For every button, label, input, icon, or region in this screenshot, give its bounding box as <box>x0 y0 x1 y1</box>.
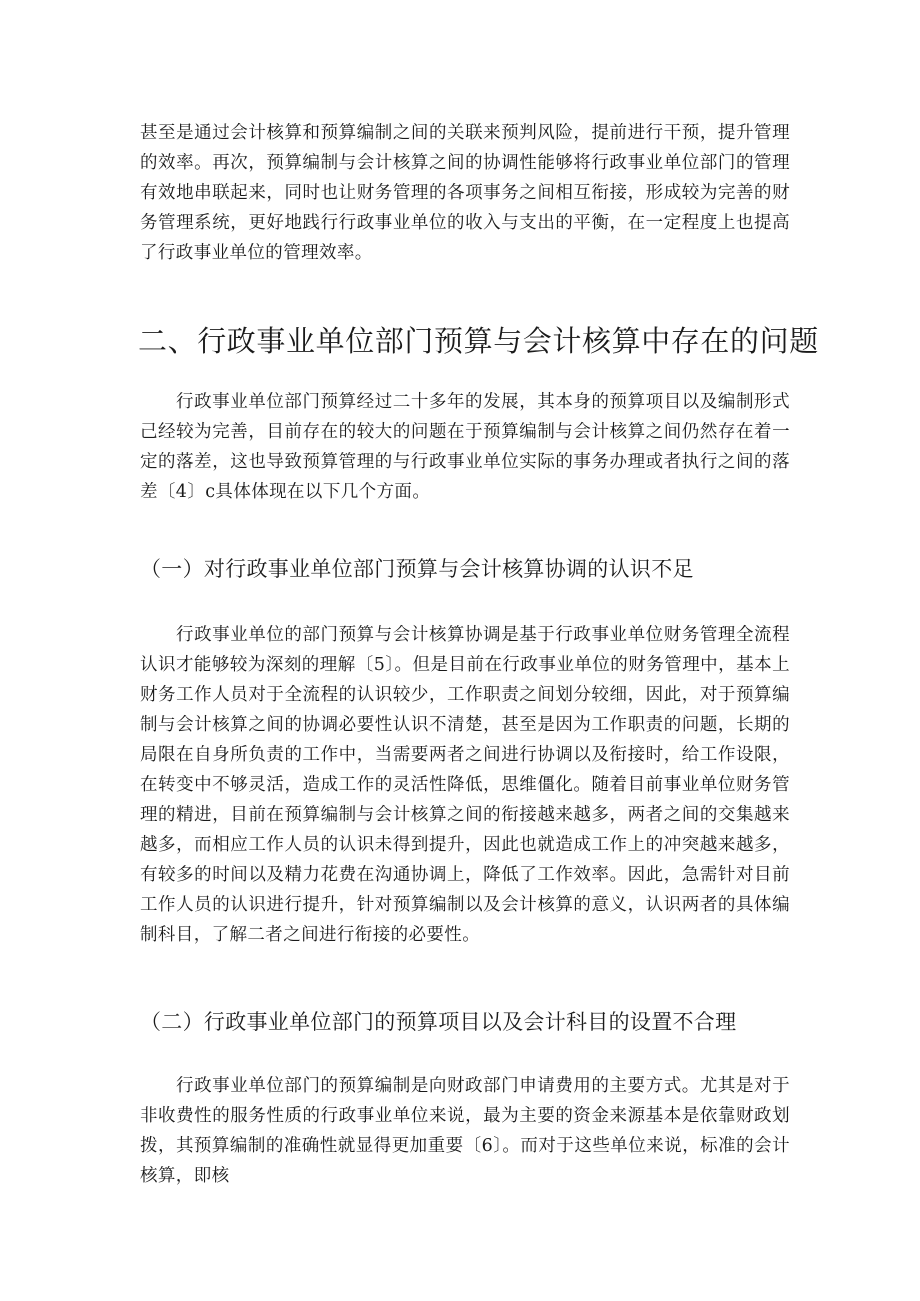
body-paragraph: 甚至是通过会计核算和预算编制之间的关联来预判风险，提前进行干预，提升管理的效率。再次，预算编制与会计核算之间的协调性能够将行政事业单位部门的管理有效地串联起来，同时也让财务管理的各项事务之间相互衔接，形成较为完善的财务管理系统，更好地践行行政事业单位的收入与支出的平衡，在一定程度上也提高了行政事业单位的管理效率。 <box>140 123 790 263</box>
body-paragraph: 行政事业单位部门预算经过二十多年的发展，其本身的预算项目以及编制形式己经较为完善，目前存在的较大的问题在于预算编制与会计核算之间仍然存在着一定的落差，这也导致预算管理的与行政事业单位实际的事务办理或者执行之间的落差〔4〕c具体体现在以下几个方面。 <box>140 392 790 502</box>
section-heading: 二、行政事业单位部门预算与会计核算中存在的问题 <box>138 324 819 358</box>
subsection-heading: （二）行政事业单位部门的预算项目以及会计科目的设置不合理 <box>140 1010 737 1034</box>
subsection-heading: （一）对行政事业单位部门预算与会计核算协调的认识不足 <box>140 557 694 581</box>
body-paragraph: 行政事业单位部门的预算编制是向财政部门申请费用的主要方式。尤其是对于非收费性的服务性质的行政事业单位来说，最为主要的资金来源基本是依靠财政划拨，其预算编制的准确性就显得更加重要〔6〕。而对于这些单位来说，标准的会计核算，即核 <box>140 1076 790 1186</box>
body-paragraph: 行政事业单位的部门预算与会计核算协调是基于行政事业单位财务管理全流程认识才能够较为深刻的理解〔5〕。但是目前在行政事业单位的财务管理中，基本上财务工作人员对于全流程的认识较少，工作职责之间划分较细，因此，对于预算编制与会计核算之间的协调必要性认识不清楚，甚至是因为工作职责的问题，长期的局限在自身所负责的工作中，当需要两者之间进行协调以及衔接时，给工作设限，在转变中不够灵活，造成工作的灵活性降低，思维僵化。随着目前事业单位财务管理的精进，目前在预算编制与会计核算之间的衔接越来越多，两者之间的交集越来越多，而相应工作人员的认识未得到提升，因此也就造成工作上的冲突越来越多，有较多的时间以及精力花费在沟通协调上，降低了工作效率。因此，急需针对目前工作人员的认识进行提升，针对预算编制以及会计核算的意义，认识两者的具体编制科目，了解二者之间进行衔接的必要性。 <box>140 625 790 945</box>
